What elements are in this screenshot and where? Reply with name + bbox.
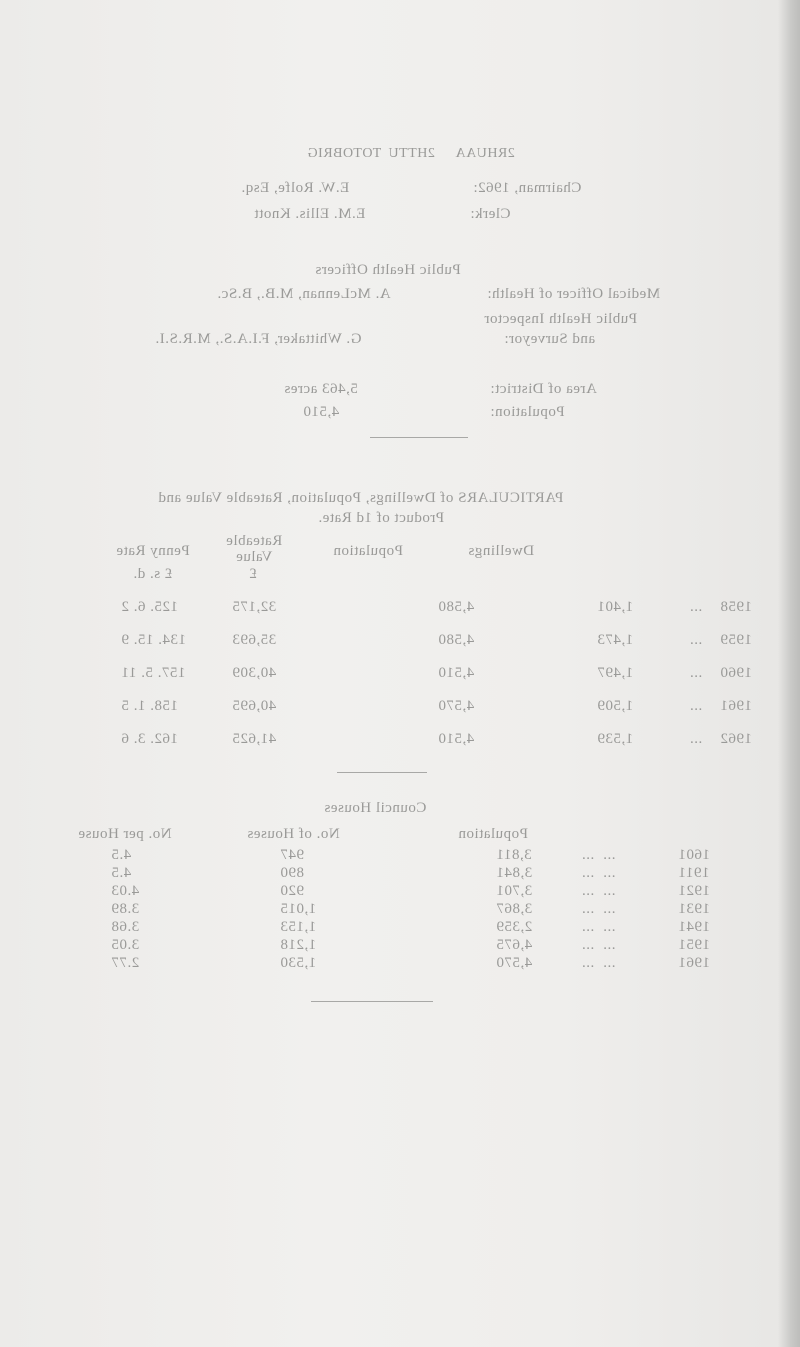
area-value: 5,463 acres [284, 381, 358, 397]
chairman-name: E.W. Rolfe, Esq. [241, 180, 350, 196]
t1-header-penny-rate: Penny Rate [116, 543, 190, 559]
t2-header-population: Population [458, 826, 529, 842]
clerk-name: E.M. Ellis. Knott [254, 206, 366, 222]
population-value: 4,510 [303, 404, 340, 420]
officers-heading: Public Health Officers [315, 262, 461, 278]
phi-value: G. Whittaker, F.I.A.S., M.R.S.I. [155, 331, 362, 347]
t2-header-houses: No. of Houses [247, 826, 340, 842]
section-divider-3 [311, 1001, 433, 1002]
section-divider-2 [337, 772, 427, 773]
moh-label: Medical Officer of Health: [487, 286, 661, 302]
phi-label: Public Health Inspector [484, 311, 638, 327]
t1-subheader-lsd: £ s. d. [133, 566, 173, 582]
t2-header-per-house: No. per House [78, 826, 172, 842]
org-word-1: TOTOBRIG [307, 146, 382, 161]
table1-caption-2: Product of 1d Rate. [318, 510, 445, 526]
clerk-label: Clerk: [470, 206, 511, 222]
section-divider-1 [370, 437, 468, 438]
scanned-page: TOTOBRIG 2HTTU 2RHUAA Chairman, 1962: Clerk: E.W. Rolfe, Esq. E.M. Ellis. Knott Public Health Officers Medical Officer of Health: A. McLennan, M.B., B.Sc. Public Health Inspector and Surveyor: G. Whittaker, F.I.A.S., M.R.S.I. Area of District: 5,463 acres Population: 4,510 PARTICULARS of Dwellings, Population, Rateable Value and Product of 1d Rate. Dwellings Population Rateable Value Penny Rate £ £ s. d. 1958 ... 1,401 4,580 32,175 125. 6. 2 1959 ... 1,473 4,580 35,693 134. 15. 9 1960 ... 1,497 4,510 40,309 157. 5. 11 1961 ... 1,509 4,570 40,695 158. 1. 5 1962 ... 1,539 4,510 41,625 162. 3. 6 Council Houses Population No. of Houses No. per House 1601 ... ... 3,811 947 4.5 1911 ... ... 3,841 890 4.5 1921 ... ... 3,701 920 4.03 1931 ... ... 3,867 1,015 3.89 1941 ... ... 2,359 1,153 3.68 1951 ... ... 4,675 1,218 3.05 1961 ... ... 4,570 1,530 2.77 [0, 0, 800, 1347]
surveyor-label: and Surveyor: [504, 331, 596, 347]
population-label: Population: [490, 404, 565, 420]
t1-subheader-pounds: £ [249, 566, 257, 582]
table1-caption-1: PARTICULARS of Dwellings, Population, Rateable Value and [158, 490, 564, 506]
area-label: Area of District: [490, 381, 597, 397]
t1-header-dwellings: Dwellings [468, 543, 535, 559]
org-word-2: 2HTTU [388, 146, 435, 161]
chairman-label: Chairman, 1962: [473, 180, 582, 196]
t1-header-population: Population [333, 543, 404, 559]
table2-heading: Council Houses [324, 800, 427, 816]
page-edge-shadow [778, 0, 800, 1347]
t1-header-rateable: Rateable Value [225, 533, 283, 565]
org-word-3: 2RHUAA [455, 146, 515, 161]
moh-value: A. McLennan, M.B., B.Sc. [217, 286, 391, 302]
